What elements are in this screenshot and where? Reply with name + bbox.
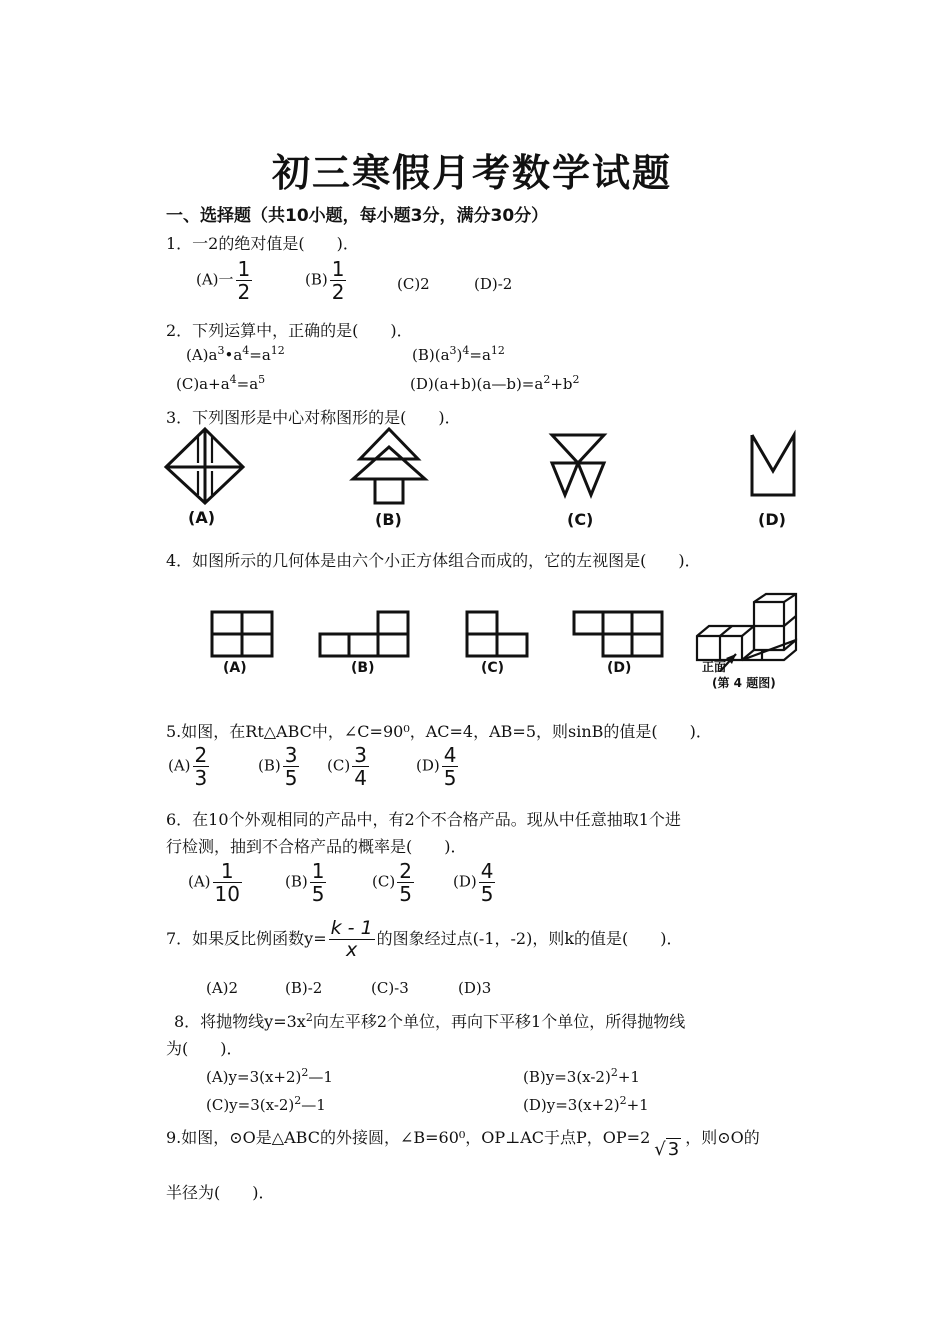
view-d — [574, 612, 662, 656]
question-9-stem-line1: 9.如图，⊙O是△ABC的外接圆，∠B=60⁰，OP⊥AC于点P，OP=2√ 3，则⊙O的 — [166, 1128, 760, 1160]
question-5-option-a: (A) $\frac{2}{3}$ — [168, 743, 208, 790]
figure-b-label: (B) — [375, 510, 402, 529]
question-4-stem: 4．如图所示的几何体是由六个小正方体组合而成的，它的左视图是( )． — [166, 551, 701, 570]
question-2-option-c: $(C)a+a^4=a^5$ — [176, 373, 266, 393]
figure-c-label: (C) — [567, 510, 594, 529]
question-8-option-a: $(A)y=3(x+2)^2—1$ — [206, 1066, 333, 1086]
question-5-option-b: (B) $\frac{3}{5}$ — [258, 743, 298, 790]
question-3-stem: 3．下列图形是中心对称图形的是( )． — [166, 408, 461, 427]
question-2-option-a: $(A)a^3•a^4=a^{12}$ — [186, 344, 285, 364]
view-c — [467, 612, 527, 656]
question-8-stem-line2: 为( )． — [166, 1039, 243, 1058]
question-1-option-d: (D)-2 — [474, 275, 513, 293]
question-5-option-c: (C) $\frac{3}{4}$ — [327, 743, 367, 790]
front-label: 正面 — [702, 660, 727, 674]
view-a — [212, 612, 272, 656]
question-3-figures — [160, 425, 800, 505]
question-5-stem: 5.如图，在Rt△ABC中，∠C=90⁰，AC=4，AB=5，则sinB的值是( )． — [166, 722, 712, 741]
question-7-stem: 7．如果反比例函数y= $\frac{k - 1}{x}$ 的图象经过点(-1，-2)，则k的值是( )． — [166, 917, 683, 961]
question-6-stem-line2: 行检测，抽到不合格产品的概率是( )． — [166, 837, 467, 856]
question-1-option-b: (B) $\frac{1}{2}$ — [305, 257, 345, 304]
figure-a-label: (A) — [188, 508, 216, 527]
question-1-option-c: (C)2 — [397, 275, 430, 293]
view-b — [320, 612, 408, 656]
question-2-stem: 2．下列运算中，正确的是( )． — [166, 321, 413, 340]
question-6-option-b: (B) $\frac{1}{5}$ — [285, 859, 325, 906]
question-6-option-a: (A) $\frac{1}{10}$ — [188, 859, 240, 906]
question-6-option-d: (D) $\frac{4}{5}$ — [453, 859, 494, 906]
question-7-option-a: (A)2 — [206, 979, 239, 997]
figure-b-tree — [353, 429, 425, 503]
question-1-option-a: (A)一 $\frac{1}{2}$ — [196, 257, 251, 304]
question-7-option-c: (C)-3 — [371, 979, 409, 997]
question-8-option-c: $(C)y=3(x-2)^2—1$ — [206, 1094, 326, 1114]
figure-d-label: (D) — [758, 510, 786, 529]
question-2-option-b: $(B)(a^3)^4=a^{12}$ — [412, 344, 505, 364]
question-7-option-d: (D)3 — [458, 979, 492, 997]
section-heading: 一、选择题（共10小题，每小题3分，满分30分） — [166, 206, 549, 226]
question-6-option-c: (C) $\frac{2}{5}$ — [372, 859, 412, 906]
figure-d-notch — [752, 435, 794, 495]
question-6-stem-line1: 6．在10个外观相同的产品中，有2个不合格产品。现从中任意抽取1个进 — [166, 810, 681, 829]
view-b-label: (B) — [351, 660, 375, 676]
question-8-stem-line1: 8．将抛物线$y=3x^2$向左平移2个单位，再向下平移1个单位，所得抛物线 — [174, 1011, 686, 1031]
figure-a-diamond — [166, 429, 243, 503]
sqrt-expression: √ 3 — [654, 1139, 680, 1160]
question-8-option-b: $(B)y=3(x-2)^2+1$ — [523, 1066, 640, 1086]
question-1-stem: 1．一2的绝对值是( )． — [166, 234, 359, 253]
question-8-option-d: $(D)y=3(x+2)^2+1$ — [523, 1094, 649, 1114]
view-c-label: (C) — [481, 660, 505, 676]
page-title: 初三寒假月考数学试题 — [272, 150, 673, 195]
view-d-label: (D) — [607, 660, 632, 676]
figure-c-triangles — [552, 435, 604, 495]
question-7-option-b: (B)-2 — [285, 979, 323, 997]
view-a-label: (A) — [223, 660, 247, 676]
figure-4-caption: (第 4 题图) — [712, 676, 776, 690]
question-5-option-d: (D) $\frac{4}{5}$ — [416, 743, 457, 790]
question-9-stem-line2: 半径为( )． — [166, 1183, 275, 1202]
question-2-option-d: $(D)(a+b)(a—b)=a^2+b^2$ — [410, 373, 580, 393]
